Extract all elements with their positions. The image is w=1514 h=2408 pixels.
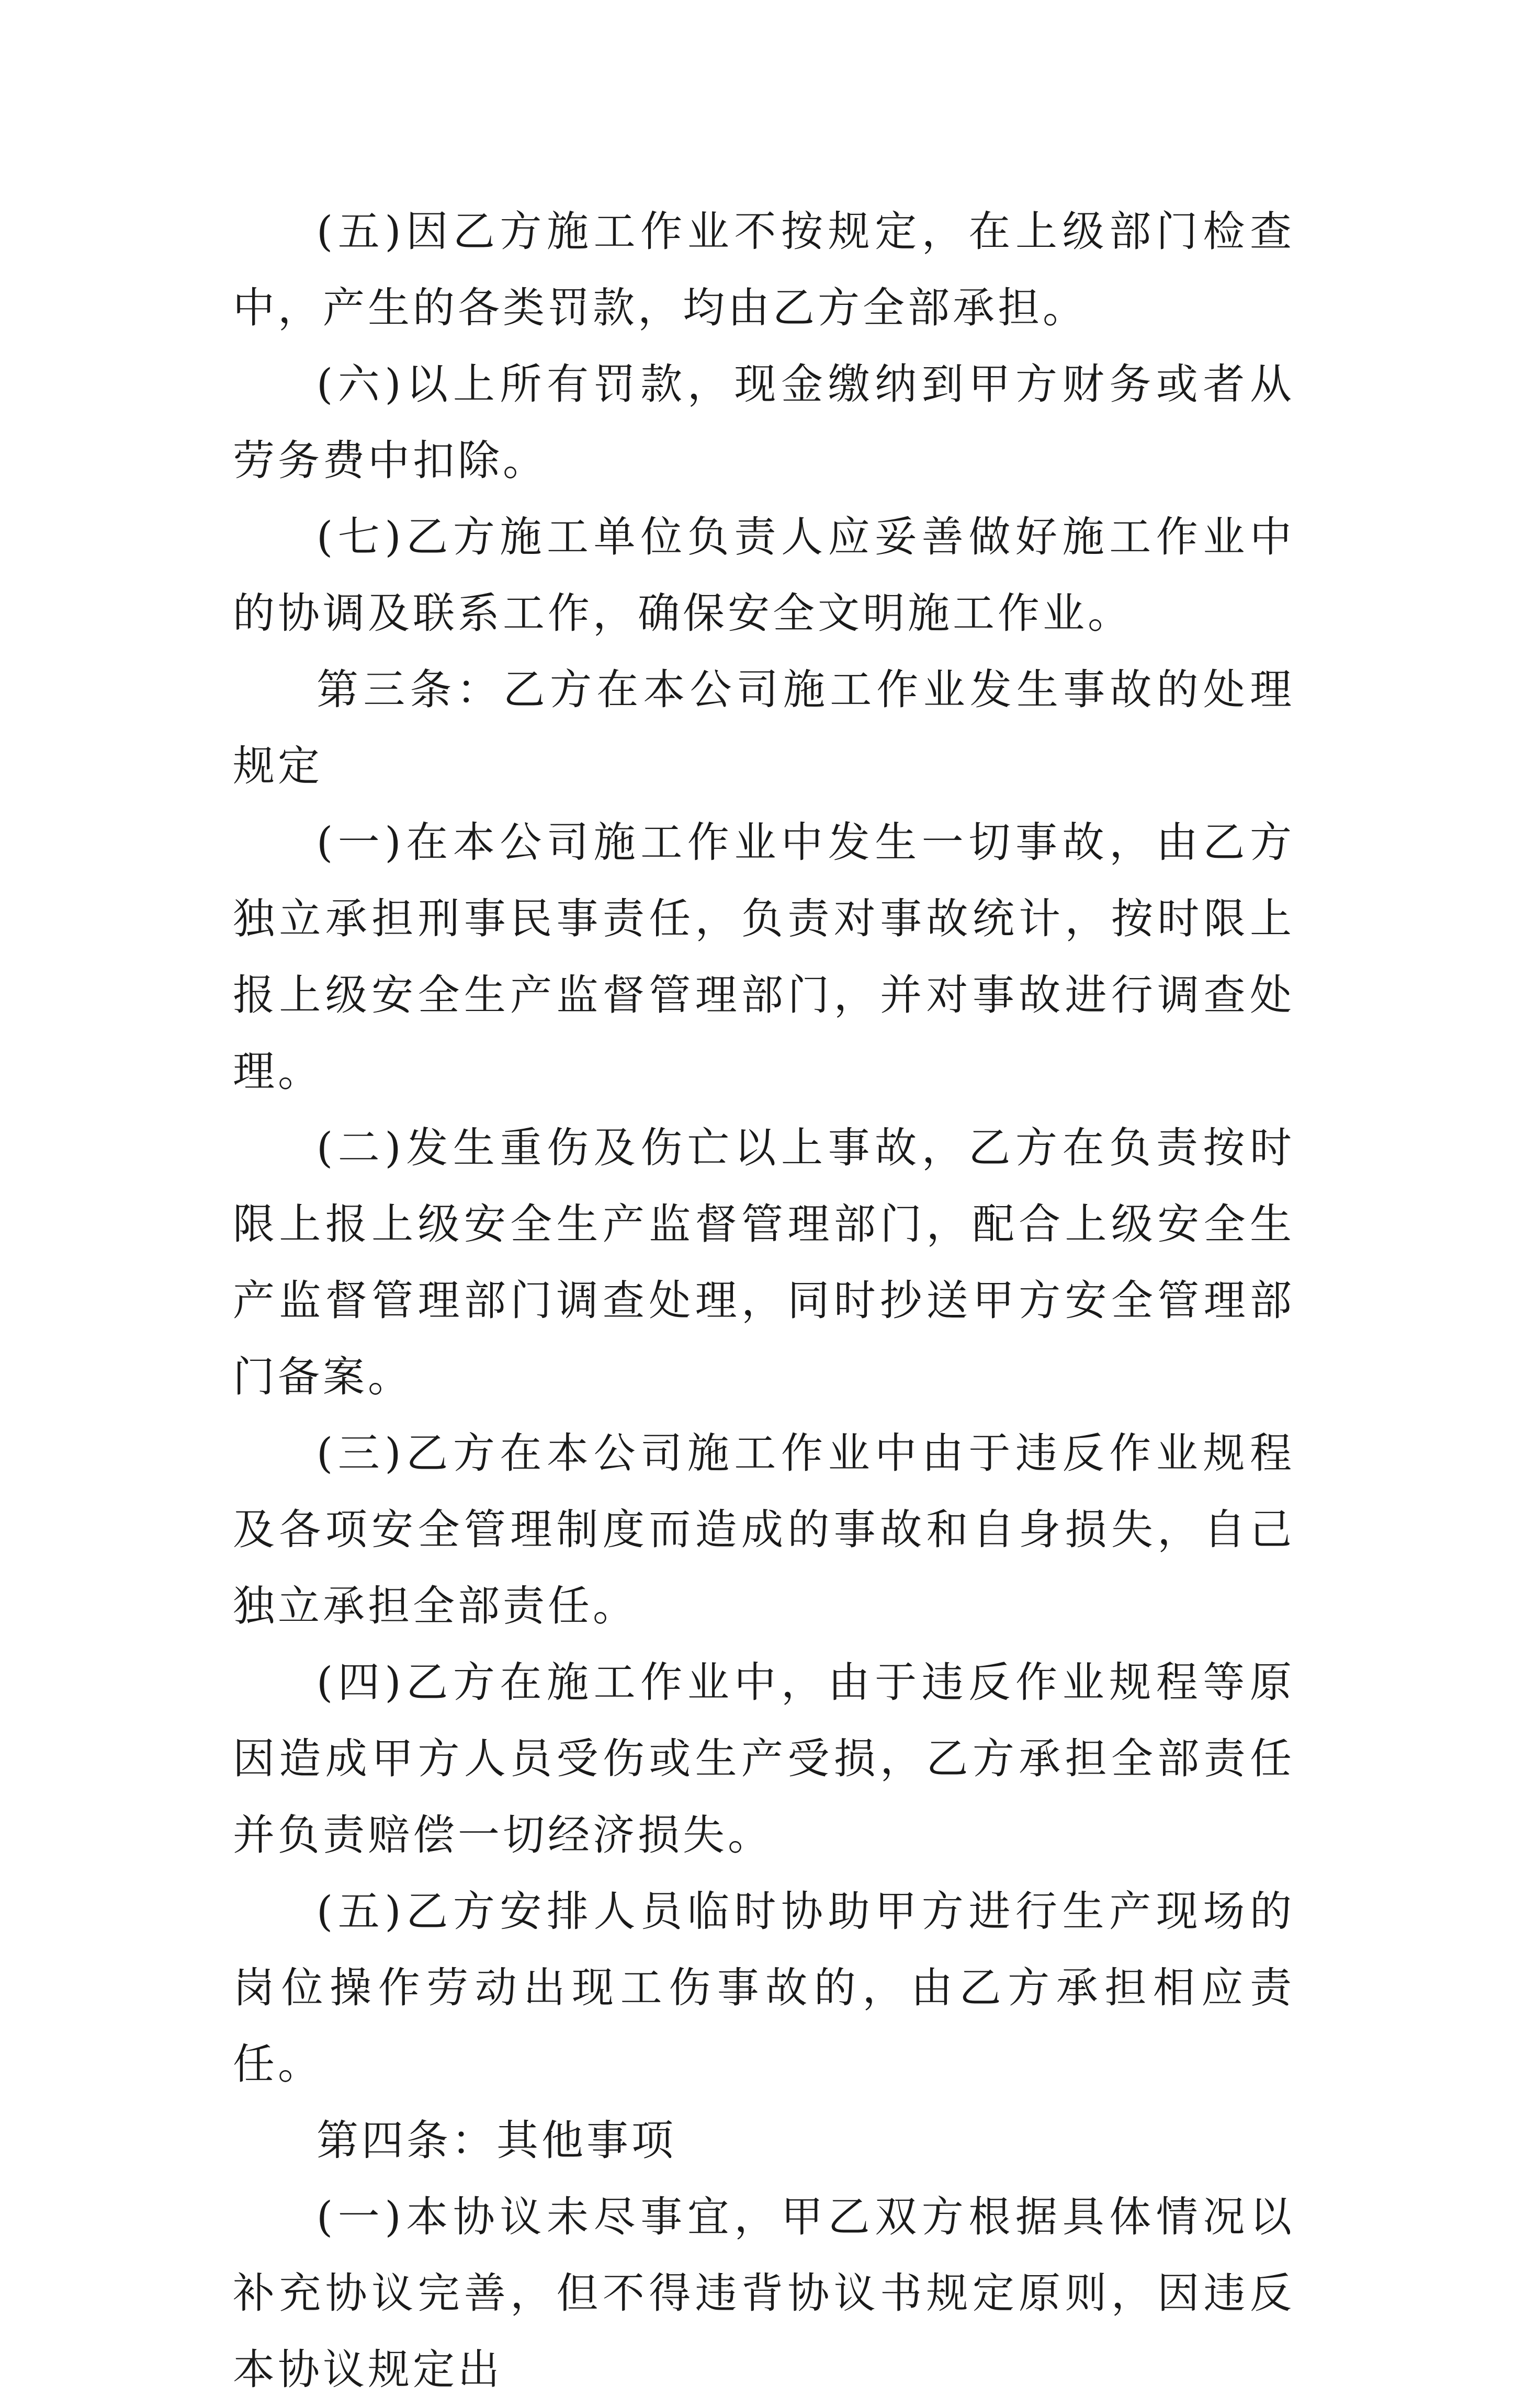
article-heading-3: 第三条：乙方在本公司施工作业发生事故的处理规定 bbox=[233, 665, 1295, 790]
paragraph-accident-responsibility: (一)在本公司施工作业中发生一切事故，由乙方独立承担刑事民事责任，负责对事故统计，按时限上报上级安全生产监督管理部门，并对事故进行调查处理。 bbox=[233, 818, 1295, 1096]
article-heading-4: 第四条：其他事项 bbox=[317, 2116, 676, 2165]
paragraph-penalty-inspection: (五)因乙方施工作业不按规定，在上级部门检查中，产生的各类罚款，均由乙方全部承担。 bbox=[233, 207, 1295, 332]
paragraph-coordination: (七)乙方施工单位负责人应妥善做好施工作业中的协调及联系工作，确保安全文明施工作业。 bbox=[233, 513, 1295, 638]
paragraph-temporary-assistance: (五)乙方安排人员临时协助甲方进行生产现场的岗位操作劳动出现工伤事故的，由乙方承担相应责任。 bbox=[233, 1887, 1295, 2088]
paragraph-penalty-payment: (六)以上所有罚款，现金缴纳到甲方财务或者从劳务费中扣除。 bbox=[233, 360, 1295, 485]
paragraph-violation-losses: (三)乙方在本公司施工作业中由于违反作业规程及各项安全管理制度而造成的事故和自身损失，自己独立承担全部责任。 bbox=[233, 1429, 1295, 1630]
paragraph-serious-injury: (二)发生重伤及伤亡以上事故，乙方在负责按时限上报上级安全生产监督管理部门，配合上级安全生产监督管理部门调查处理，同时抄送甲方安全管理部门备案。 bbox=[233, 1123, 1295, 1401]
paragraph-supplementary-agreement: (一)本协议未尽事宜，甲乙双方根据具体情况以补充协议完善，但不得违背协议书规定原则，因违反本协议规定出 bbox=[233, 2193, 1295, 2394]
paragraph-compensation: (四)乙方在施工作业中，由于违反作业规程等原因造成甲方人员受伤或生产受损，乙方承担全部责任并负责赔偿一切经济损失。 bbox=[233, 1658, 1295, 1859]
document-body bbox=[233, 194, 1295, 2408]
